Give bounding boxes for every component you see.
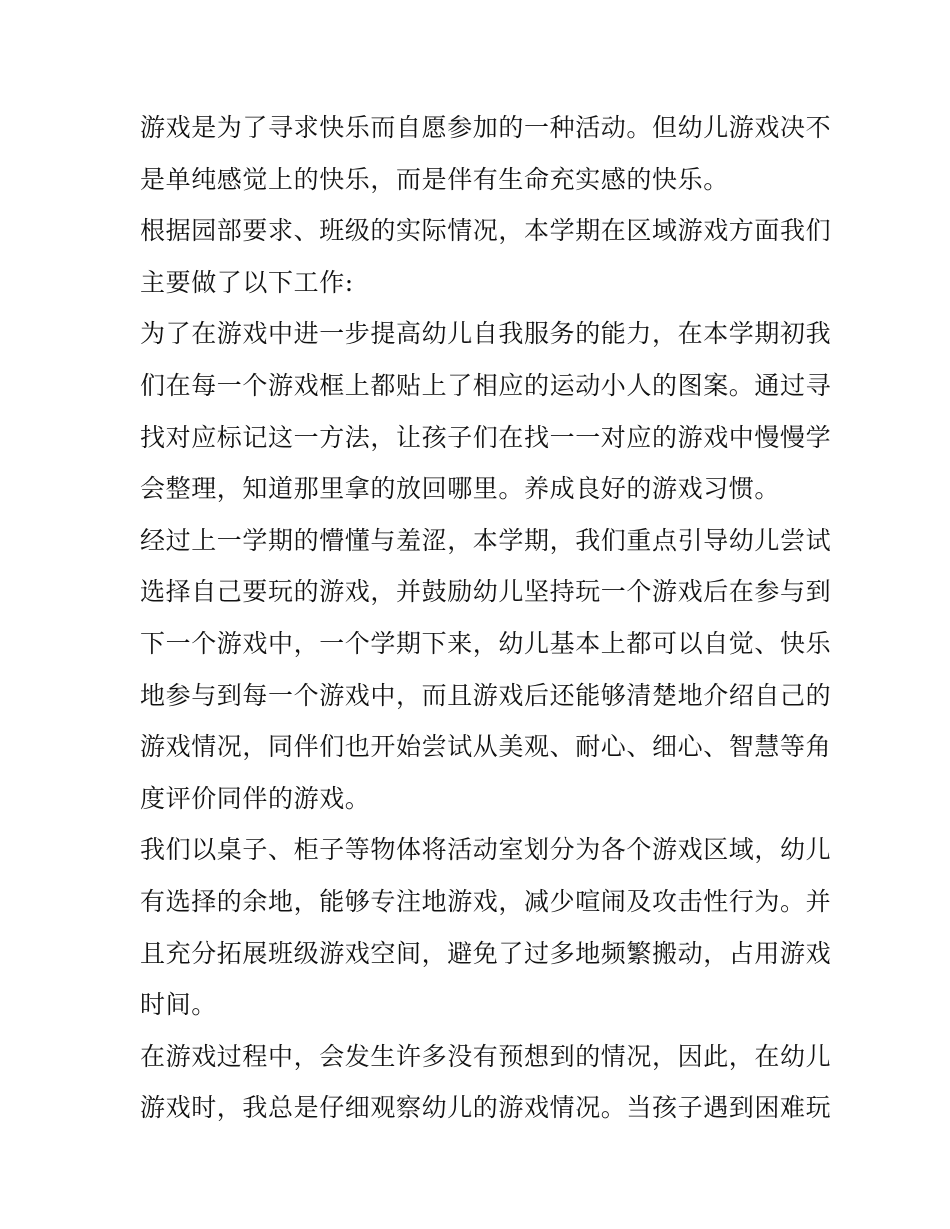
text-line: 有选择的余地，能够专注地游戏，减少喧闹及攻击性行为。并 (140, 886, 832, 916)
text-line: 我们以桌子、柜子等物体将活动室划分为各个游戏区域，幼儿 (140, 835, 832, 865)
text-line: 下一个游戏中，一个学期下来，幼儿基本上都可以自觉、快乐 (140, 628, 832, 658)
text-line: 且充分拓展班级游戏空间，避免了过多地频繁搬动，占用游戏 (140, 938, 832, 968)
paragraph (140, 102, 832, 205)
text-line: 时间。 (140, 990, 217, 1020)
document-body (140, 102, 832, 1134)
paragraph (140, 824, 832, 1030)
text-line: 们在每一个游戏框上都贴上了相应的运动小人的图案。通过寻 (140, 370, 832, 400)
text-line: 游戏时，我总是仔细观察幼儿的游戏情况。当孩子遇到困难玩 (140, 1093, 832, 1123)
text-line: 主要做了以下工作: (140, 267, 354, 297)
paragraph (140, 205, 832, 308)
text-line: 游戏是为了寻求快乐而自愿参加的一种活动。但幼儿游戏决不 (140, 113, 832, 142)
text-line: 选择自己要玩的游戏，并鼓励幼儿坚持玩一个游戏后在参与到 (140, 577, 832, 607)
text-line: 度评价同伴的游戏。 (140, 783, 371, 813)
text-line: 经过上一学期的懵懂与羞涩，本学期，我们重点引导幼儿尝试 (140, 525, 832, 555)
paragraph (140, 1031, 832, 1134)
text-line: 游戏情况，同伴们也开始尝试从美观、耐心、细心、智慧等角 (140, 732, 832, 762)
text-line: 在游戏过程中，会发生许多没有预想到的情况，因此，在幼儿 (140, 1041, 832, 1071)
text-line: 地参与到每一个游戏中，而且游戏后还能够清楚地介绍自己的 (140, 680, 832, 710)
paragraph (140, 308, 832, 514)
text-line: 找对应标记这一方法，让孩子们在找一一对应的游戏中慢慢学 (140, 422, 832, 452)
text-line: 会整理，知道那里拿的放回哪里。养成良好的游戏习惯。 (140, 474, 781, 504)
paragraph (140, 515, 832, 825)
text-line: 是单纯感觉上的快乐，而是伴有生命充实感的快乐。 (140, 164, 729, 194)
text-line: 为了在游戏中进一步提高幼儿自我服务的能力，在本学期初我 (140, 319, 832, 349)
text-line: 根据园部要求、班级的实际情况，本学期在区域游戏方面我们 (140, 216, 832, 246)
